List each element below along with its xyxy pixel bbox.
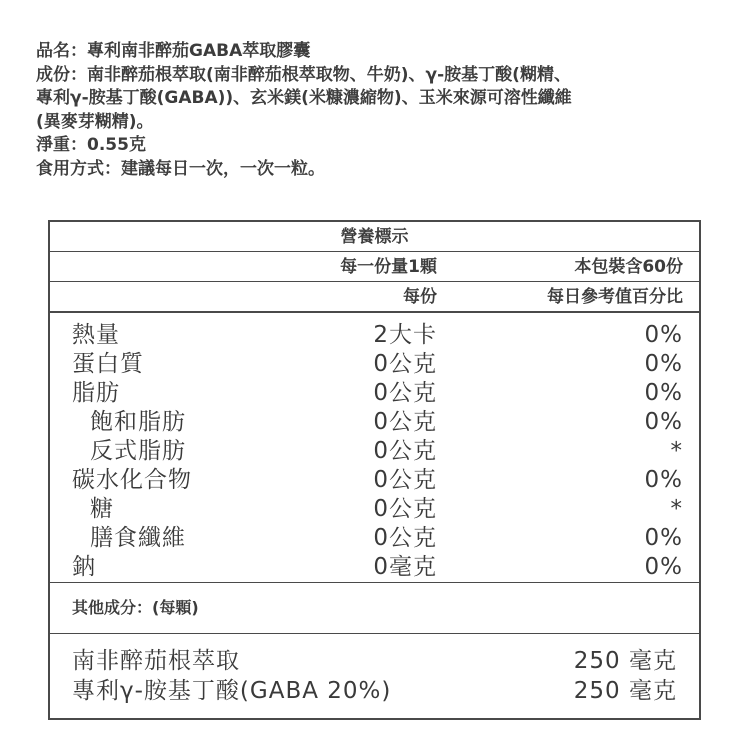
ingredients-line-1: 成份：南非醉茄根萃取(南非醉茄根萃取物、牛奶)、γ-胺基丁酸(糊精、 — [36, 64, 571, 85]
nutrient-daily-value: 0% — [644, 351, 683, 377]
nutrient-row-protein — [50, 350, 699, 379]
nutrient-row-dietary-fiber — [50, 524, 699, 553]
other-ingredient-name: 專利γ-胺基丁酸(GABA 20%) — [72, 678, 392, 704]
nutrient-per-serving: 0公克 — [373, 438, 437, 464]
other-ingredients-list — [50, 646, 699, 706]
other-ingredient-amount: 250 毫克 — [573, 648, 677, 674]
nutrient-name: 膳食纖維 — [90, 525, 186, 551]
nutrient-daily-value: 0% — [644, 467, 683, 493]
per-serving-subheader: 每份 — [403, 287, 437, 307]
nutrient-name: 糖 — [90, 496, 114, 522]
nutrient-per-serving: 0公克 — [373, 467, 437, 493]
nutrient-list — [50, 321, 699, 582]
nutrient-row-fat — [50, 379, 699, 408]
product-info — [36, 40, 736, 181]
nutrient-per-serving: 0公克 — [373, 525, 437, 551]
ingredients-line-2: 專利γ-胺基丁酸(GABA))、玄米鎂(米糠濃縮物)、玉米來源可溶性纖維 — [36, 88, 572, 108]
nutrient-row-carbohydrate — [50, 466, 699, 495]
nutrient-name: 碳水化合物 — [72, 467, 192, 493]
per-serving-header: 每一份量1顆 — [340, 257, 437, 277]
package-servings-header: 本包裝含60份 — [574, 257, 683, 277]
daily-value-subheader: 每日參考值百分比 — [547, 287, 683, 307]
column-subheader-row — [50, 282, 699, 313]
nutrient-daily-value: 0% — [644, 322, 683, 348]
nutrient-per-serving: 0公克 — [373, 496, 437, 522]
nutrient-row-sugar — [50, 495, 699, 524]
nutrient-daily-value: 0% — [644, 380, 683, 406]
nutrient-row-trans-fat — [50, 437, 699, 466]
nutrient-name: 反式脂肪 — [90, 438, 186, 464]
product-name: 品名：專利南非醉茄GABA萃取膠囊 — [36, 41, 311, 61]
other-ingredient-row — [50, 646, 699, 676]
net-weight: 淨重：0.55克 — [36, 135, 146, 155]
ingredients-line-3: (異麥芽糊精)。 — [36, 111, 154, 132]
nutrient-name: 熱量 — [72, 322, 120, 348]
usage-instructions: 食用方式：建議每日一次，一次一粒。 — [36, 158, 325, 179]
nutrient-name: 鈉 — [72, 554, 96, 580]
nutrient-per-serving: 0毫克 — [373, 554, 437, 580]
nutrient-daily-value: 0% — [644, 409, 683, 435]
nutrient-row-saturated-fat — [50, 408, 699, 437]
nutrient-daily-value: 0% — [644, 525, 683, 551]
other-ingredient-row — [50, 676, 699, 706]
nutrient-daily-value: * — [670, 496, 683, 522]
nutrient-per-serving: 0公克 — [373, 351, 437, 377]
nutrient-daily-value: * — [670, 438, 683, 464]
other-ingredient-name: 南非醉茄根萃取 — [72, 648, 240, 674]
nutrient-row-sodium — [50, 553, 699, 582]
nutrient-name: 脂肪 — [72, 380, 120, 406]
nutrient-per-serving: 0公克 — [373, 409, 437, 435]
other-ingredient-amount: 250 毫克 — [573, 678, 677, 704]
nutrition-facts-panel — [48, 220, 701, 720]
nutrient-per-serving: 2大卡 — [373, 322, 437, 348]
serving-info-row — [50, 252, 699, 282]
nutrition-title: 營養標示 — [50, 222, 699, 252]
nutrient-row-calories — [50, 321, 699, 350]
nutrient-daily-value: 0% — [644, 554, 683, 580]
other-ingredients-header: 其他成分：(每顆) — [50, 582, 699, 634]
nutrient-name: 蛋白質 — [72, 351, 144, 377]
nutrient-name: 飽和脂肪 — [90, 409, 186, 435]
nutrient-per-serving: 0公克 — [373, 380, 437, 406]
